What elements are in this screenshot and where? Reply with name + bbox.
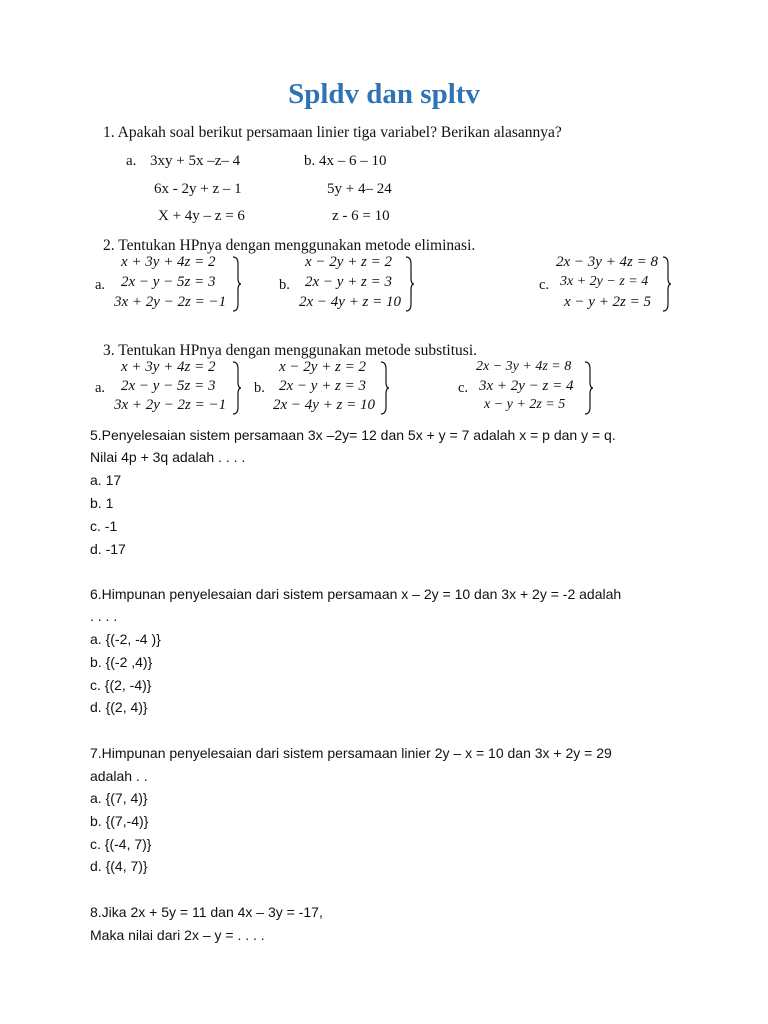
q3-label-a: a. (95, 380, 106, 396)
right-brace-icon (584, 361, 594, 415)
q7-option-b: b. {(7,-4)} (90, 813, 149, 829)
right-brace-icon (232, 361, 242, 415)
question-7-line-1: 7.Himpunan penyelesaian dari sistem persamaan linier 2y – x = 10 dan 3x + 2y = 29 (90, 745, 612, 761)
q2-b-eq-2: 2x − y + z = 3 (305, 274, 393, 290)
q1-a-line-1: 3xy + 5x –z– 4 (150, 153, 241, 169)
q3-c-eq-3: x − y + 2z = 5 (484, 397, 566, 412)
q1-label-a: a. (126, 153, 137, 169)
question-8-line-1: 8.Jika 2x + 5y = 11 dan 4x – 3y = -17, (90, 904, 323, 920)
q5-option-d: d. -17 (90, 541, 126, 557)
question-5-line-1: 5.Penyelesaian sistem persamaan 3x –2y= 12 dan 5x + y = 7 adalah x = p dan y = q. (90, 427, 616, 443)
question-3-text: 3. Tentukan HPnya dengan menggunakan metode substitusi. (103, 342, 478, 359)
q1-b-line-3: z - 6 = 10 (332, 208, 390, 224)
q3-c-eq-1: 2x − 3y + 4z = 8 (476, 359, 572, 374)
question-5-line-2: Nilai 4p + 3q adalah . . . . (90, 449, 246, 465)
question-1-text: 1. Apakah soal berikut persamaan linier tiga variabel? Berikan alasannya? (103, 124, 562, 141)
q2-b-eq-1: x − 2y + z = 2 (305, 254, 393, 270)
q2-a-eq-1: x + 3y + 4z = 2 (121, 254, 216, 270)
q2-c-eq-1: 2x − 3y + 4z = 8 (556, 254, 659, 270)
q5-option-b: b. 1 (90, 495, 114, 511)
q7-option-c: c. {(-4, 7)} (90, 836, 152, 852)
q5-option-c: c. -1 (90, 518, 118, 534)
q3-b-eq-2: 2x − y + z = 3 (279, 378, 367, 394)
question-8-line-2: Maka nilai dari 2x – y = . . . . (90, 927, 265, 943)
q3-c-eq-2: 3x + 2y − z = 4 (479, 378, 574, 394)
right-brace-icon (232, 256, 242, 312)
q6-option-b: b. {(-2 ,4)} (90, 654, 153, 670)
q3-a-eq-3: 3x + 2y − 2z = −1 (114, 397, 227, 413)
question-6-line-2: . . . . (90, 608, 118, 624)
q1-a-line-2: 6x - 2y + z – 1 (154, 181, 242, 197)
q7-option-a: a. {(7, 4)} (90, 790, 148, 806)
q7-option-d: d. {(4, 7)} (90, 858, 148, 874)
question-7-line-2: adalah . . (90, 768, 148, 784)
question-2-text: 2. Tentukan HPnya dengan menggunakan metode eliminasi. (103, 237, 476, 254)
q5-option-a: a. 17 (90, 472, 122, 488)
q6-option-d: d. {(2, 4)} (90, 699, 148, 715)
q1-a-line-3: X + 4y – z = 6 (158, 208, 245, 224)
q2-b-eq-3: 2x − 4y + z = 10 (299, 294, 402, 310)
right-brace-icon (662, 256, 672, 312)
right-brace-icon (380, 361, 390, 415)
q3-b-eq-3: 2x − 4y + z = 10 (273, 397, 376, 413)
q2-label-c: c. (539, 277, 550, 293)
page-title: Spldv dan spltv (288, 78, 480, 110)
right-brace-icon (405, 256, 415, 312)
q3-label-b: b. (254, 380, 265, 396)
question-6-line-1: 6.Himpunan penyelesaian dari sistem persamaan x – 2y = 10 dan 3x + 2y = -2 adalah (90, 586, 622, 602)
q2-c-eq-3: x − y + 2z = 5 (564, 294, 652, 310)
q3-a-eq-2: 2x − y − 5z = 3 (121, 378, 216, 394)
q2-a-eq-3: 3x + 2y − 2z = −1 (114, 294, 227, 310)
q2-label-a: a. (95, 277, 106, 293)
q6-option-c: c. {(2, -4)} (90, 677, 152, 693)
q3-a-eq-1: x + 3y + 4z = 2 (121, 359, 216, 375)
q2-label-b: b. (279, 277, 290, 293)
q1-b-line-1: b. 4x – 6 – 10 (304, 153, 387, 169)
q2-c-eq-2: 3x + 2y − z = 4 (560, 274, 649, 289)
q3-label-c: c. (458, 380, 469, 396)
q6-option-a: a. {(-2, -4 )} (90, 631, 161, 647)
q2-a-eq-2: 2x − y − 5z = 3 (121, 274, 216, 290)
q1-b-line-2: 5y + 4– 24 (327, 181, 392, 197)
q3-b-eq-1: x − 2y + z = 2 (279, 359, 367, 375)
